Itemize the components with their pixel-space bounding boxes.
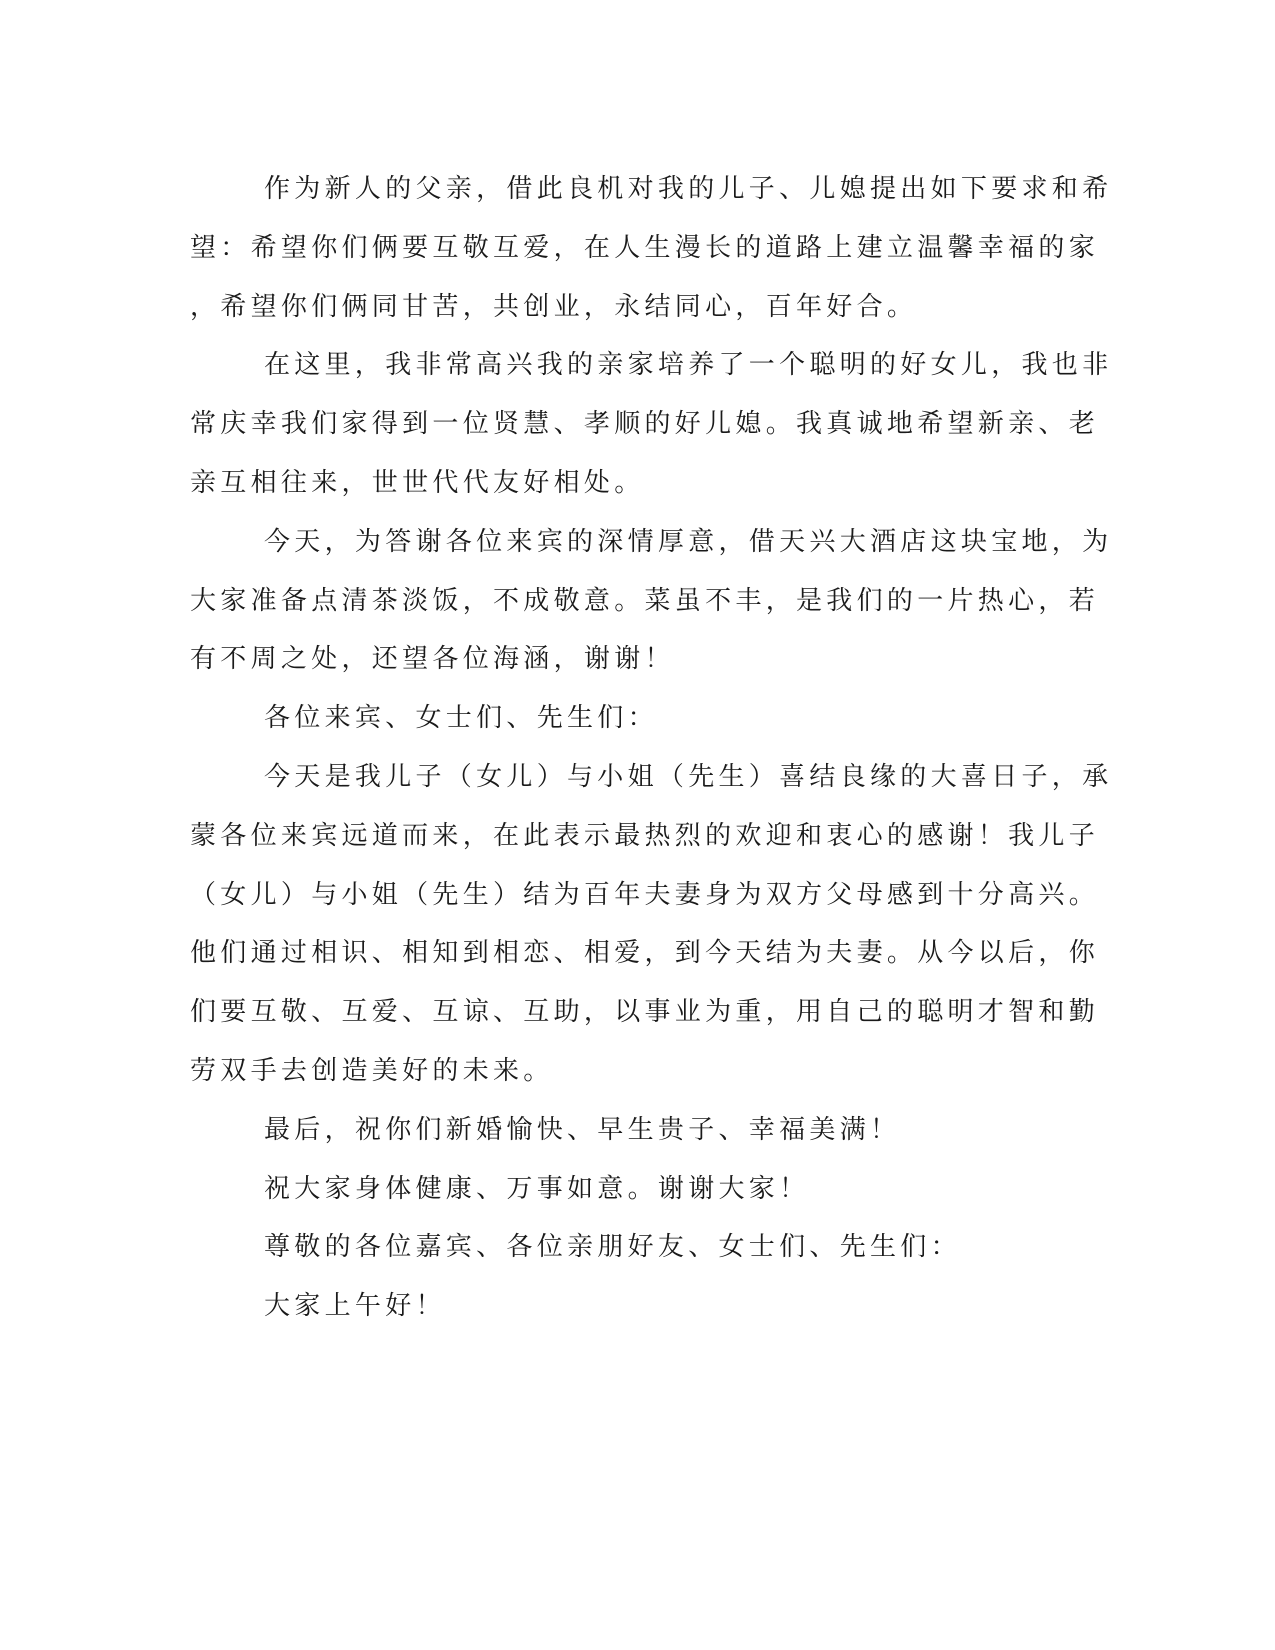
paragraph-line: 作为新人的父亲，借此良机对我的儿子、儿媳提出如下要求和希 [264, 174, 1113, 204]
paragraph-line: 亲互相往来，世世代代友好相处。 [190, 467, 645, 498]
paragraph-line: 他们通过相识、相知到相恋、相爱，到今天结为夫妻。从今以后，你 [190, 938, 1100, 969]
paragraph-line: 今天是我儿子（女儿）与小姐（先生）喜结良缘的大喜日子，承 [264, 761, 1113, 792]
paragraph-line: ，希望你们俩同甘苦，共创业，永结同心，百年好合。 [190, 291, 918, 322]
paragraph-line: 蒙各位来宾远道而来，在此表示最热烈的欢迎和衷心的感谢！我儿子 [190, 820, 1100, 851]
salutation-line: 各位来宾、女士们、先生们： [264, 703, 658, 734]
paragraph-line: （女儿）与小姐（先生）结为百年夫妻身为双方父母感到十分高兴。 [190, 879, 1100, 910]
paragraph-line: 常庆幸我们家得到一位贤慧、孝顺的好儿媳。我真诚地希望新亲、老 [190, 409, 1100, 440]
paragraph-line: 劳双手去创造美好的未来。 [190, 1055, 554, 1086]
greeting-line: 大家上午好！ [264, 1291, 446, 1322]
paragraph-line: 望：希望你们俩要互敬互爱，在人生漫长的道路上建立温馨幸福的家 [190, 232, 1100, 263]
paragraph-line: 今天，为答谢各位来宾的深情厚意，借天兴大酒店这块宝地，为 [264, 526, 1113, 557]
paragraph-line: 祝大家身体健康、万事如意。谢谢大家！ [264, 1173, 810, 1204]
paragraph-line: 大家准备点清茶淡饭，不成敬意。菜虽不丰，是我们的一片热心，若 [190, 585, 1100, 616]
paragraph-line: 在这里，我非常高兴我的亲家培养了一个聪明的好女儿，我也非 [264, 350, 1113, 381]
paragraph-line: 们要互敬、互爱、互谅、互助，以事业为重，用自己的聪明才智和勤 [190, 997, 1100, 1028]
salutation-line: 尊敬的各位嘉宾、各位亲朋好友、女士们、先生们： [264, 1232, 961, 1263]
document-body [190, 160, 1113, 1336]
paragraph-line: 最后，祝你们新婚愉快、早生贵子、幸福美满！ [264, 1114, 901, 1145]
paragraph-line: 有不周之处，还望各位海涵，谢谢！ [190, 644, 675, 675]
